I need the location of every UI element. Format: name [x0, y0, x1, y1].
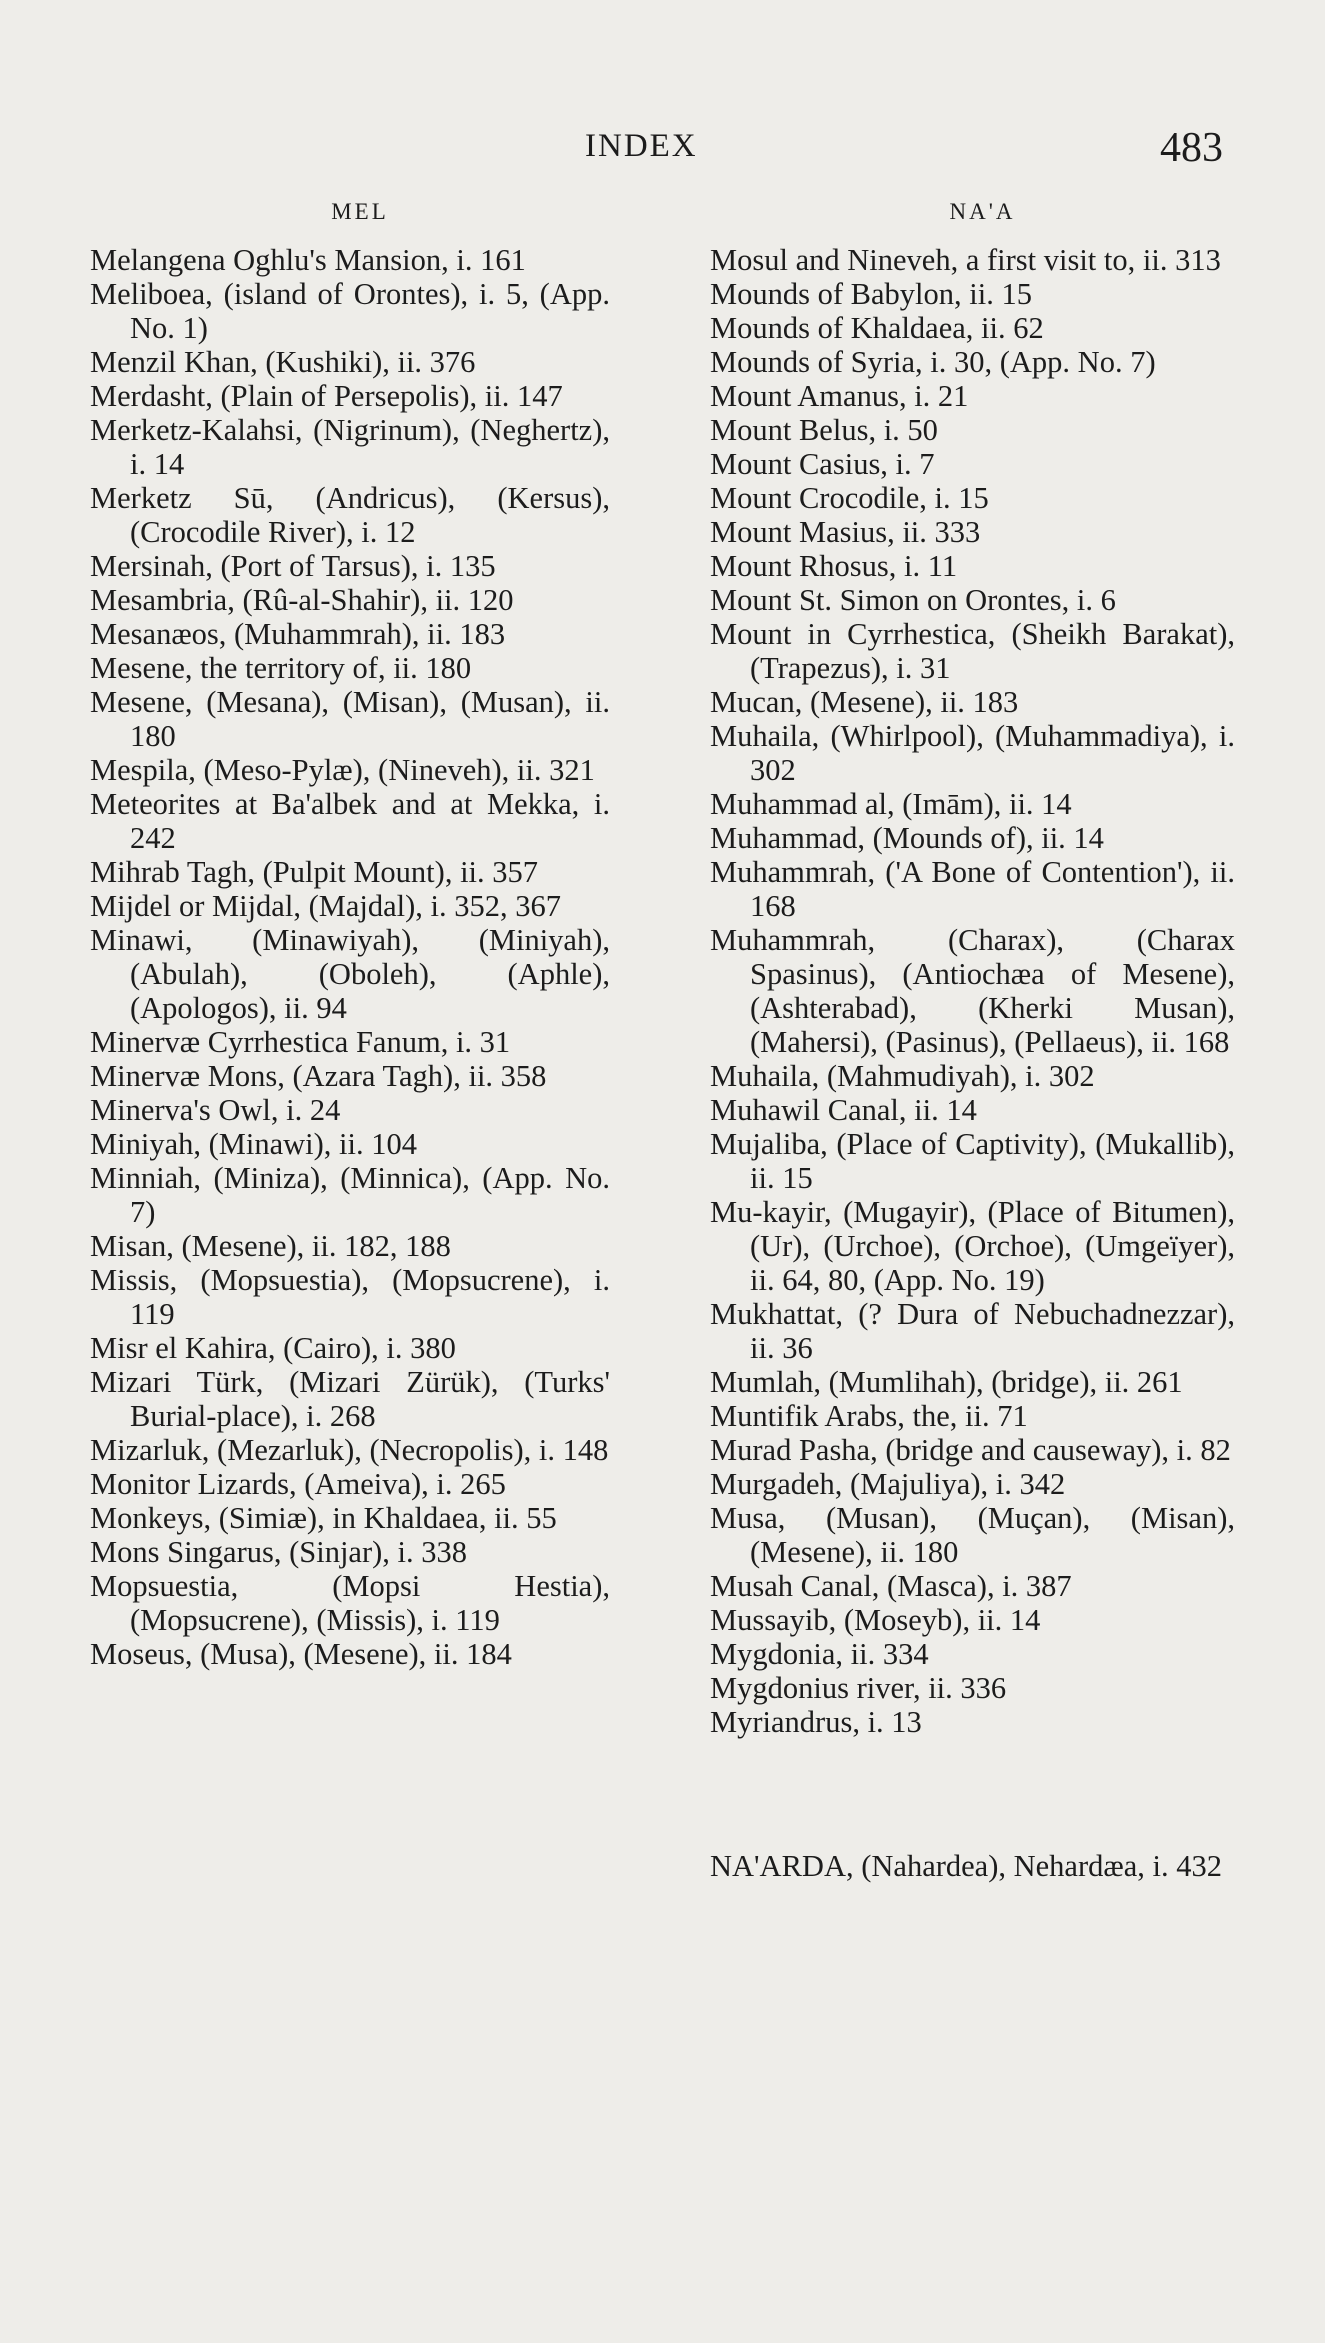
- index-entry: Mizarluk, (Mezarluk), (Necropolis), i. 148: [90, 1433, 609, 1467]
- index-entry: Minervæ Mons, (Azara Tagh), ii. 358: [90, 1059, 547, 1093]
- index-entry: Mucan, (Mesene), ii. 183: [710, 685, 1019, 719]
- running-head: [0, 125, 1325, 178]
- index-entry: Muhammrah, (Charax), (Charax Spasinus), (Antiochæa of Mesene), (Ashterabad), (Kherki Musan), (Mahersi), (Pasinus), (Pellaeus), ii. 168: [710, 923, 1235, 1059]
- index-entry: Murgadeh, (Majuliya), i. 342: [710, 1467, 1066, 1501]
- index-entry: Minerva's Owl, i. 24: [90, 1093, 341, 1127]
- index-entry: Mespila, (Meso-Pylæ), (Nineveh), ii. 321: [90, 753, 595, 787]
- index-entry: Mussayib, (Moseyb), ii. 14: [710, 1603, 1041, 1637]
- index-entry: Muhawil Canal, ii. 14: [710, 1093, 977, 1127]
- index-entry: Musa, (Musan), (Muçan), (Misan), (Mesene), ii. 180: [710, 1501, 1235, 1569]
- index-entry: Mesanæos, (Muhammrah), ii. 183: [90, 617, 506, 651]
- index-entry: Mount Masius, ii. 333: [710, 515, 981, 549]
- index-entry: Mijdel or Mijdal, (Majdal), i. 352, 367: [90, 889, 561, 923]
- left-entry-list: [90, 243, 610, 1671]
- index-entry: Muhammad al, (Imām), ii. 14: [710, 787, 1072, 821]
- index-entry: Mount Casius, i. 7: [710, 447, 935, 481]
- section-entry-naarda: NA'ARDA, (Nahardea), Nehardæa, i. 432: [710, 1849, 1222, 1883]
- index-entry: Murad Pasha, (bridge and causeway), i. 82: [710, 1433, 1231, 1467]
- index-entry: Misr el Kahira, (Cairo), i. 380: [90, 1331, 456, 1365]
- index-entry: Missis, (Mopsuestia), (Mopsucrene), i. 119: [90, 1263, 610, 1331]
- index-entry: Moseus, (Musa), (Mesene), ii. 184: [90, 1637, 512, 1671]
- index-entry: Miniyah, (Minawi), ii. 104: [90, 1127, 417, 1161]
- right-entry-list: [710, 243, 1235, 1739]
- index-entry: Mosul and Nineveh, a first visit to, ii. 313: [710, 243, 1221, 277]
- index-entry: Mu-kayir, (Mugayir), (Place of Bitumen), (Ur), (Urchoe), (Orchoe), (Umgeïyer), ii. 64, 80, (App. No. 19): [710, 1195, 1235, 1297]
- left-column: [90, 195, 610, 1671]
- index-entry: Meliboea, (island of Orontes), i. 5, (App. No. 1): [90, 277, 610, 345]
- index-entry: Mukhattat, (? Dura of Nebuchadnezzar), ii. 36: [710, 1297, 1235, 1365]
- index-entry: Mujaliba, (Place of Captivity), (Mukallib), ii. 15: [710, 1127, 1235, 1195]
- right-column: [710, 195, 1235, 1883]
- index-entry: Mount Crocodile, i. 15: [710, 481, 989, 515]
- index-entry: Mounds of Khaldaea, ii. 62: [710, 311, 1044, 345]
- index-entry: Mounds of Syria, i. 30, (App. No. 7): [710, 345, 1156, 379]
- index-entry: Mount in Cyrrhestica, (Sheikh Barakat), (Trapezus), i. 31: [710, 617, 1235, 685]
- index-entry: Mount Belus, i. 50: [710, 413, 938, 447]
- index-entry: Muntifik Arabs, the, ii. 71: [710, 1399, 1028, 1433]
- index-entry: Merdasht, (Plain of Persepolis), ii. 147: [90, 379, 563, 413]
- index-entry: Mesene, the territory of, ii. 180: [90, 651, 472, 685]
- index-entry: Myriandrus, i. 13: [710, 1705, 922, 1739]
- index-entry: Mons Singarus, (Sinjar), i. 338: [90, 1535, 468, 1569]
- index-entry: Mygdonius river, ii. 336: [710, 1671, 1007, 1705]
- index-entry: Monkeys, (Simiæ), in Khaldaea, ii. 55: [90, 1501, 557, 1535]
- section-gap: [710, 1739, 1235, 1849]
- index-entry: Minawi, (Minawiyah), (Miniyah), (Abulah), (Oboleh), (Aphle), (Apologos), ii. 94: [90, 923, 610, 1025]
- index-entry: Muhammad, (Mounds of), ii. 14: [710, 821, 1104, 855]
- index-entry: Mesambria, (Rû-al-Shahir), ii. 120: [90, 583, 514, 617]
- index-entry: Merketz-Kalahsi, (Nigrinum), (Neghertz), i. 14: [90, 413, 610, 481]
- page-title: INDEX: [585, 128, 698, 164]
- index-entry: Mizari Türk, (Mizari Zürük), (Turks' Burial-place), i. 268: [90, 1365, 610, 1433]
- index-entry: Mopsuestia, (Mopsi Hestia), (Mopsucrene), (Missis), i. 119: [90, 1569, 610, 1637]
- index-entry: Melangena Oghlu's Mansion, i. 161: [90, 243, 526, 277]
- index-entry: Mounds of Babylon, ii. 15: [710, 277, 1032, 311]
- index-entry: Mesene, (Mesana), (Misan), (Musan), ii. 180: [90, 685, 610, 753]
- index-entry: Muhammrah, ('A Bone of Contention'), ii. 168: [710, 855, 1235, 923]
- index-entry: Misan, (Mesene), ii. 182, 188: [90, 1229, 451, 1263]
- index-entry: Mumlah, (Mumlihah), (bridge), ii. 261: [710, 1365, 1183, 1399]
- index-entry: Musah Canal, (Masca), i. 387: [710, 1569, 1072, 1603]
- index-entry: Merketz Sū, (Andricus), (Kersus), (Crocodile River), i. 12: [90, 481, 610, 549]
- index-entry: Mersinah, (Port of Tarsus), i. 135: [90, 549, 496, 583]
- index-entry: Mihrab Tagh, (Pulpit Mount), ii. 357: [90, 855, 539, 889]
- index-entry: Mygdonia, ii. 334: [710, 1637, 929, 1671]
- index-entry: Mount St. Simon on Orontes, i. 6: [710, 583, 1116, 617]
- right-guide-word: NA'A: [949, 199, 1016, 224]
- left-guide-word: MEL: [331, 199, 389, 224]
- index-entry: Mount Rhosus, i. 11: [710, 549, 958, 583]
- index-entry: Menzil Khan, (Kushiki), ii. 376: [90, 345, 476, 379]
- index-entry: Monitor Lizards, (Ameiva), i. 265: [90, 1467, 506, 1501]
- page-number: 483: [1160, 125, 1223, 171]
- index-entry: Muhaila, (Whirlpool), (Muhammadiya), i. 302: [710, 719, 1235, 787]
- index-entry: Muhaila, (Mahmudiyah), i. 302: [710, 1059, 1095, 1093]
- index-entry: Meteorites at Ba'albek and at Mekka, i. 242: [90, 787, 610, 855]
- index-entry: Mount Amanus, i. 21: [710, 379, 969, 413]
- index-entry: Minervæ Cyrrhestica Fanum, i. 31: [90, 1025, 511, 1059]
- index-entry: Minniah, (Miniza), (Minnica), (App. No. 7): [90, 1161, 610, 1229]
